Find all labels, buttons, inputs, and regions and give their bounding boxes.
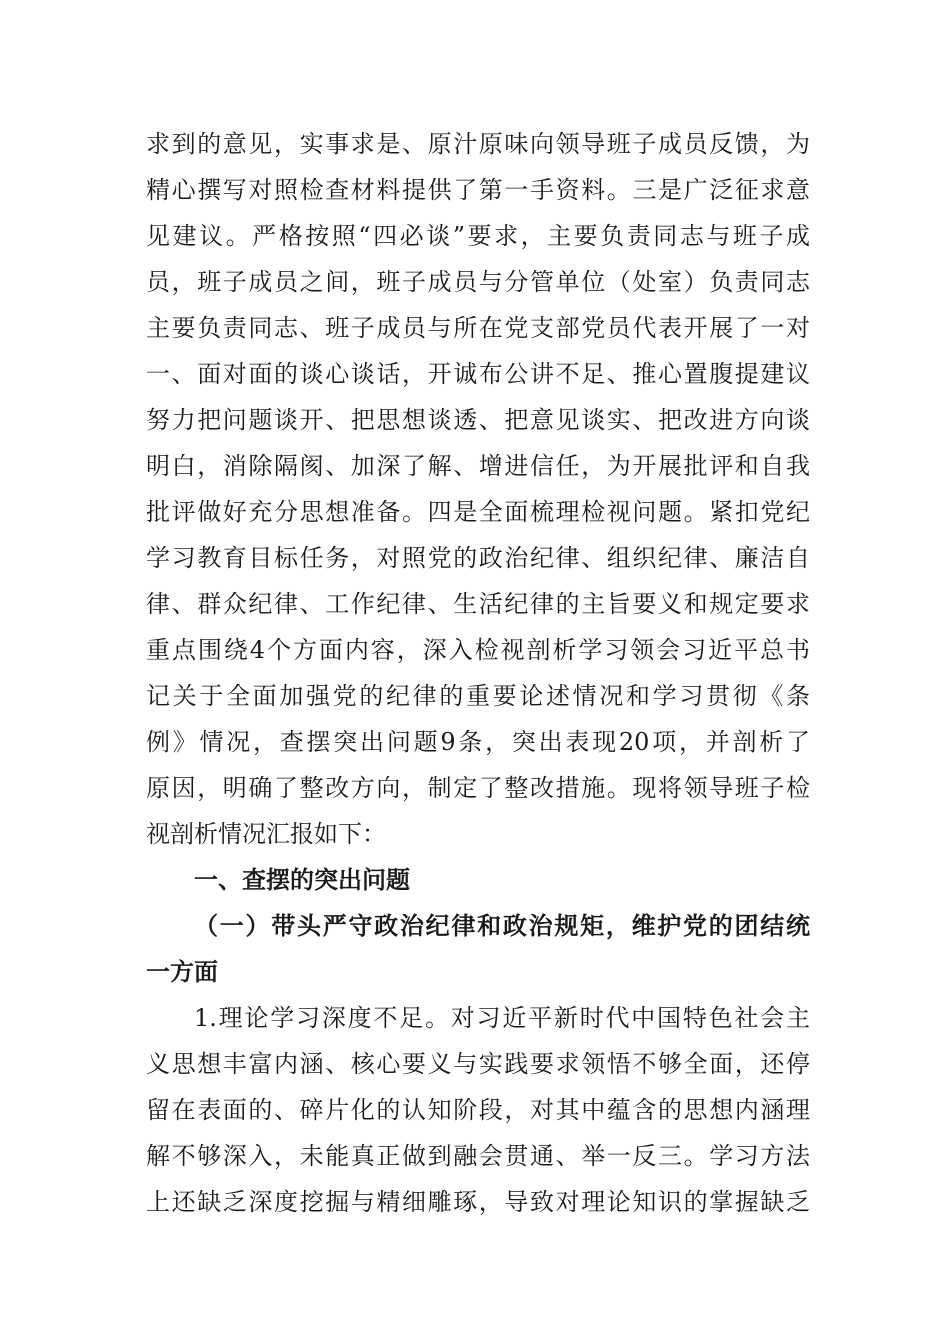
document-body bbox=[146, 121, 810, 1225]
text-line: 上还缺乏深度挖掘与精细雕琢，导致对理论知识的掌握缺乏 bbox=[146, 1188, 810, 1216]
text-line: 一、面对面的谈心谈话，开诚布公讲不足、推心置腹提建议 bbox=[146, 360, 810, 388]
section-heading: 一、查摆的突出问题 bbox=[194, 866, 410, 894]
text-line: 主要负责同志、班子成员与所在党支部党员代表开展了一对 bbox=[146, 314, 810, 342]
text-line: 努力把问题谈开、把思想谈透、把意见谈实、把改进方向谈 bbox=[146, 406, 810, 434]
text-line: 义思想丰富内涵、核心要义与实践要求领悟不够全面，还停 bbox=[146, 1050, 810, 1078]
text-line: 见建议。严格按照“四必谈”要求，主要负责同志与班子成 bbox=[146, 222, 810, 250]
text-line: 批评做好充分思想准备。四是全面梳理检视问题。紧扣党纪 bbox=[146, 498, 810, 526]
body-paragraph bbox=[146, 995, 810, 1225]
text-line: 解不够深入，未能真正做到融会贯通、举一反三。学习方法 bbox=[146, 1142, 810, 1170]
text-line: 精心撰写对照检查材料提供了第一手资料。三是广泛征求意 bbox=[146, 176, 810, 204]
text-line: 例》情况，查摆突出问题9条，突出表现20项，并剖析了 bbox=[146, 728, 810, 756]
text-line: 学习教育目标任务，对照党的政治纪律、组织纪律、廉洁自 bbox=[146, 544, 810, 572]
text-line: 留在表面的、碎片化的认知阶段，对其中蕴含的思想内涵理 bbox=[146, 1096, 810, 1124]
text-line: 明白，消除隔阂、加深了解、增进信任，为开展批评和自我 bbox=[146, 452, 810, 480]
subsection-heading bbox=[146, 903, 810, 995]
text-line: 记关于全面加强党的纪律的重要论述情况和学习贯彻《条 bbox=[146, 682, 810, 710]
text-line: 原因，明确了整改方向，制定了整改措施。现将领导班子检 bbox=[146, 774, 810, 802]
text-line: 重点围绕4个方面内容，深入检视剖析学习领会习近平总书 bbox=[146, 636, 810, 664]
text-line: 律、群众纪律、工作纪律、生活纪律的主旨要义和规定要求 bbox=[146, 590, 810, 618]
text-line: 1.理论学习深度不足。对习近平新时代中国特色社会主 bbox=[194, 1004, 810, 1032]
body-paragraph bbox=[146, 121, 810, 857]
text-line: （一）带头严守政治纪律和政治规矩，维护党的团结统 bbox=[194, 911, 810, 940]
text-line: 视剖析情况汇报如下： bbox=[146, 820, 386, 848]
text-line: 一方面 bbox=[146, 957, 218, 986]
text-line: 求到的意见，实事求是、原汁原味向领导班子成员反馈，为 bbox=[146, 130, 810, 158]
text-line: 员，班子成员之间，班子成员与分管单位（处室）负责同志 bbox=[146, 268, 810, 296]
